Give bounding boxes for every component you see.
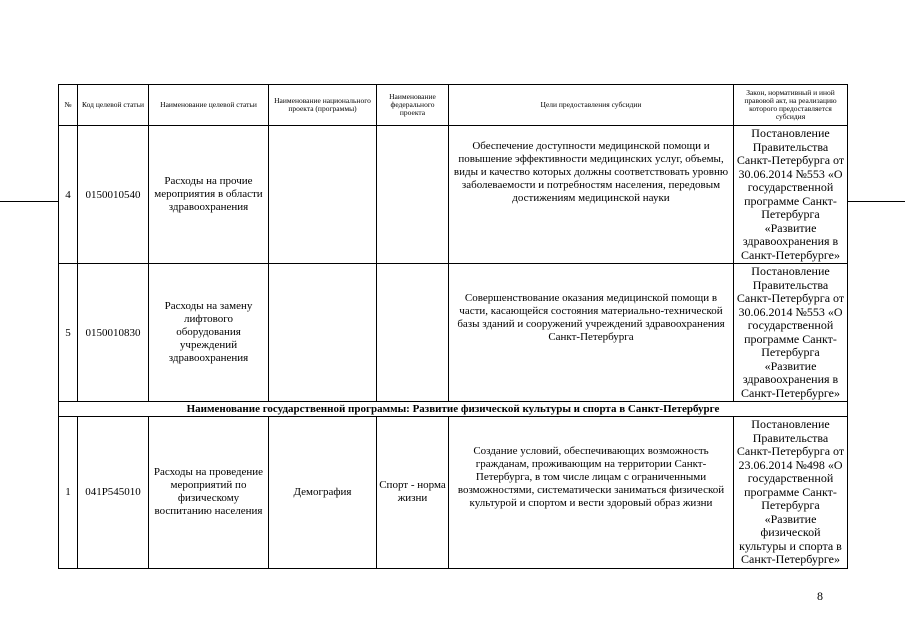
row-name: Расходы на проведение мероприятий по физическому воспитанию населения [149,417,269,569]
header-name: Наименование целевой статьи [149,85,269,126]
table-row [59,126,848,264]
page-number: 8 [817,589,823,603]
section-title: Наименование государственной программы: Развитие физической культуры и спорта в Санкт-Петербурге [59,402,848,417]
row-federal-project: Спорт - норма жизни [377,417,449,569]
row-num: 1 [59,417,78,569]
row-federal-project [377,264,449,402]
row-name: Расходы на замену лифтового оборудования учреждений здравоохранения [149,264,269,402]
header-goals: Цели предоставления субсидии [449,85,734,126]
section-header-row [59,402,848,417]
row-law: Постановление Правительства Санкт-Петербурга от 23.06.2014 №498 «О государственной программе Санкт-Петербурга «Развитие физической культуры и спорта в Санкт-Петербурге» [734,417,848,569]
table-row [59,264,848,402]
header-num: № [59,85,78,126]
row-goal: Создание условий, обеспечивающих возможность гражданам, проживающим на территории Санкт-Петербурга, в том числе лицам с ограниченными возможностями, систематически заниматься физической культурой и спортом и вести здоровый образ жизни [449,417,734,569]
subsidy-table [58,84,848,569]
header-national-project: Наименование национального проекта (программы) [269,85,377,126]
row-code: 041P545010 [78,417,149,569]
row-national-project [269,264,377,402]
row-code: 0150010830 [78,264,149,402]
header-federal-project: Наименование федерального проекта [377,85,449,126]
row-national-project: Демография [269,417,377,569]
row-name: Расходы на прочие мероприятия в области здравоохранения [149,126,269,264]
row-federal-project [377,126,449,264]
header-code: Код целевой статьи [78,85,149,126]
row-national-project [269,126,377,264]
row-goal: Обеспечение доступности медицинской помощи и повышение эффективности медицинских услуг, объемы, виды и качество которых должны соответствовать уровню заболеваемости и потребностям населения, передовым достижениям медицинской науки [449,126,734,264]
header-law: Закон, нормативный и иной правовой акт, на реализацию которого предоставляется субсидия [734,85,848,126]
row-law: Постановление Правительства Санкт-Петербурга от 30.06.2014 №553 «О государственной программе Санкт-Петербурга «Развитие здравоохранения в Санкт-Петербурге» [734,126,848,264]
row-law: Постановление Правительства Санкт-Петербурга от 30.06.2014 №553 «О государственной программе Санкт-Петербурга «Развитие здравоохранения в Санкт-Петербурге» [734,264,848,402]
row-num: 4 [59,126,78,264]
stray-line-left [0,201,58,202]
stray-line-right [847,201,905,202]
table-row [59,417,848,569]
row-num: 5 [59,264,78,402]
row-code: 0150010540 [78,126,149,264]
row-goal: Совершенствование оказания медицинской помощи в части, касающейся состояния материально-технической базы зданий и сооружений учреждений здравоохранения Санкт-Петербурга [449,264,734,402]
header-row [59,85,848,126]
